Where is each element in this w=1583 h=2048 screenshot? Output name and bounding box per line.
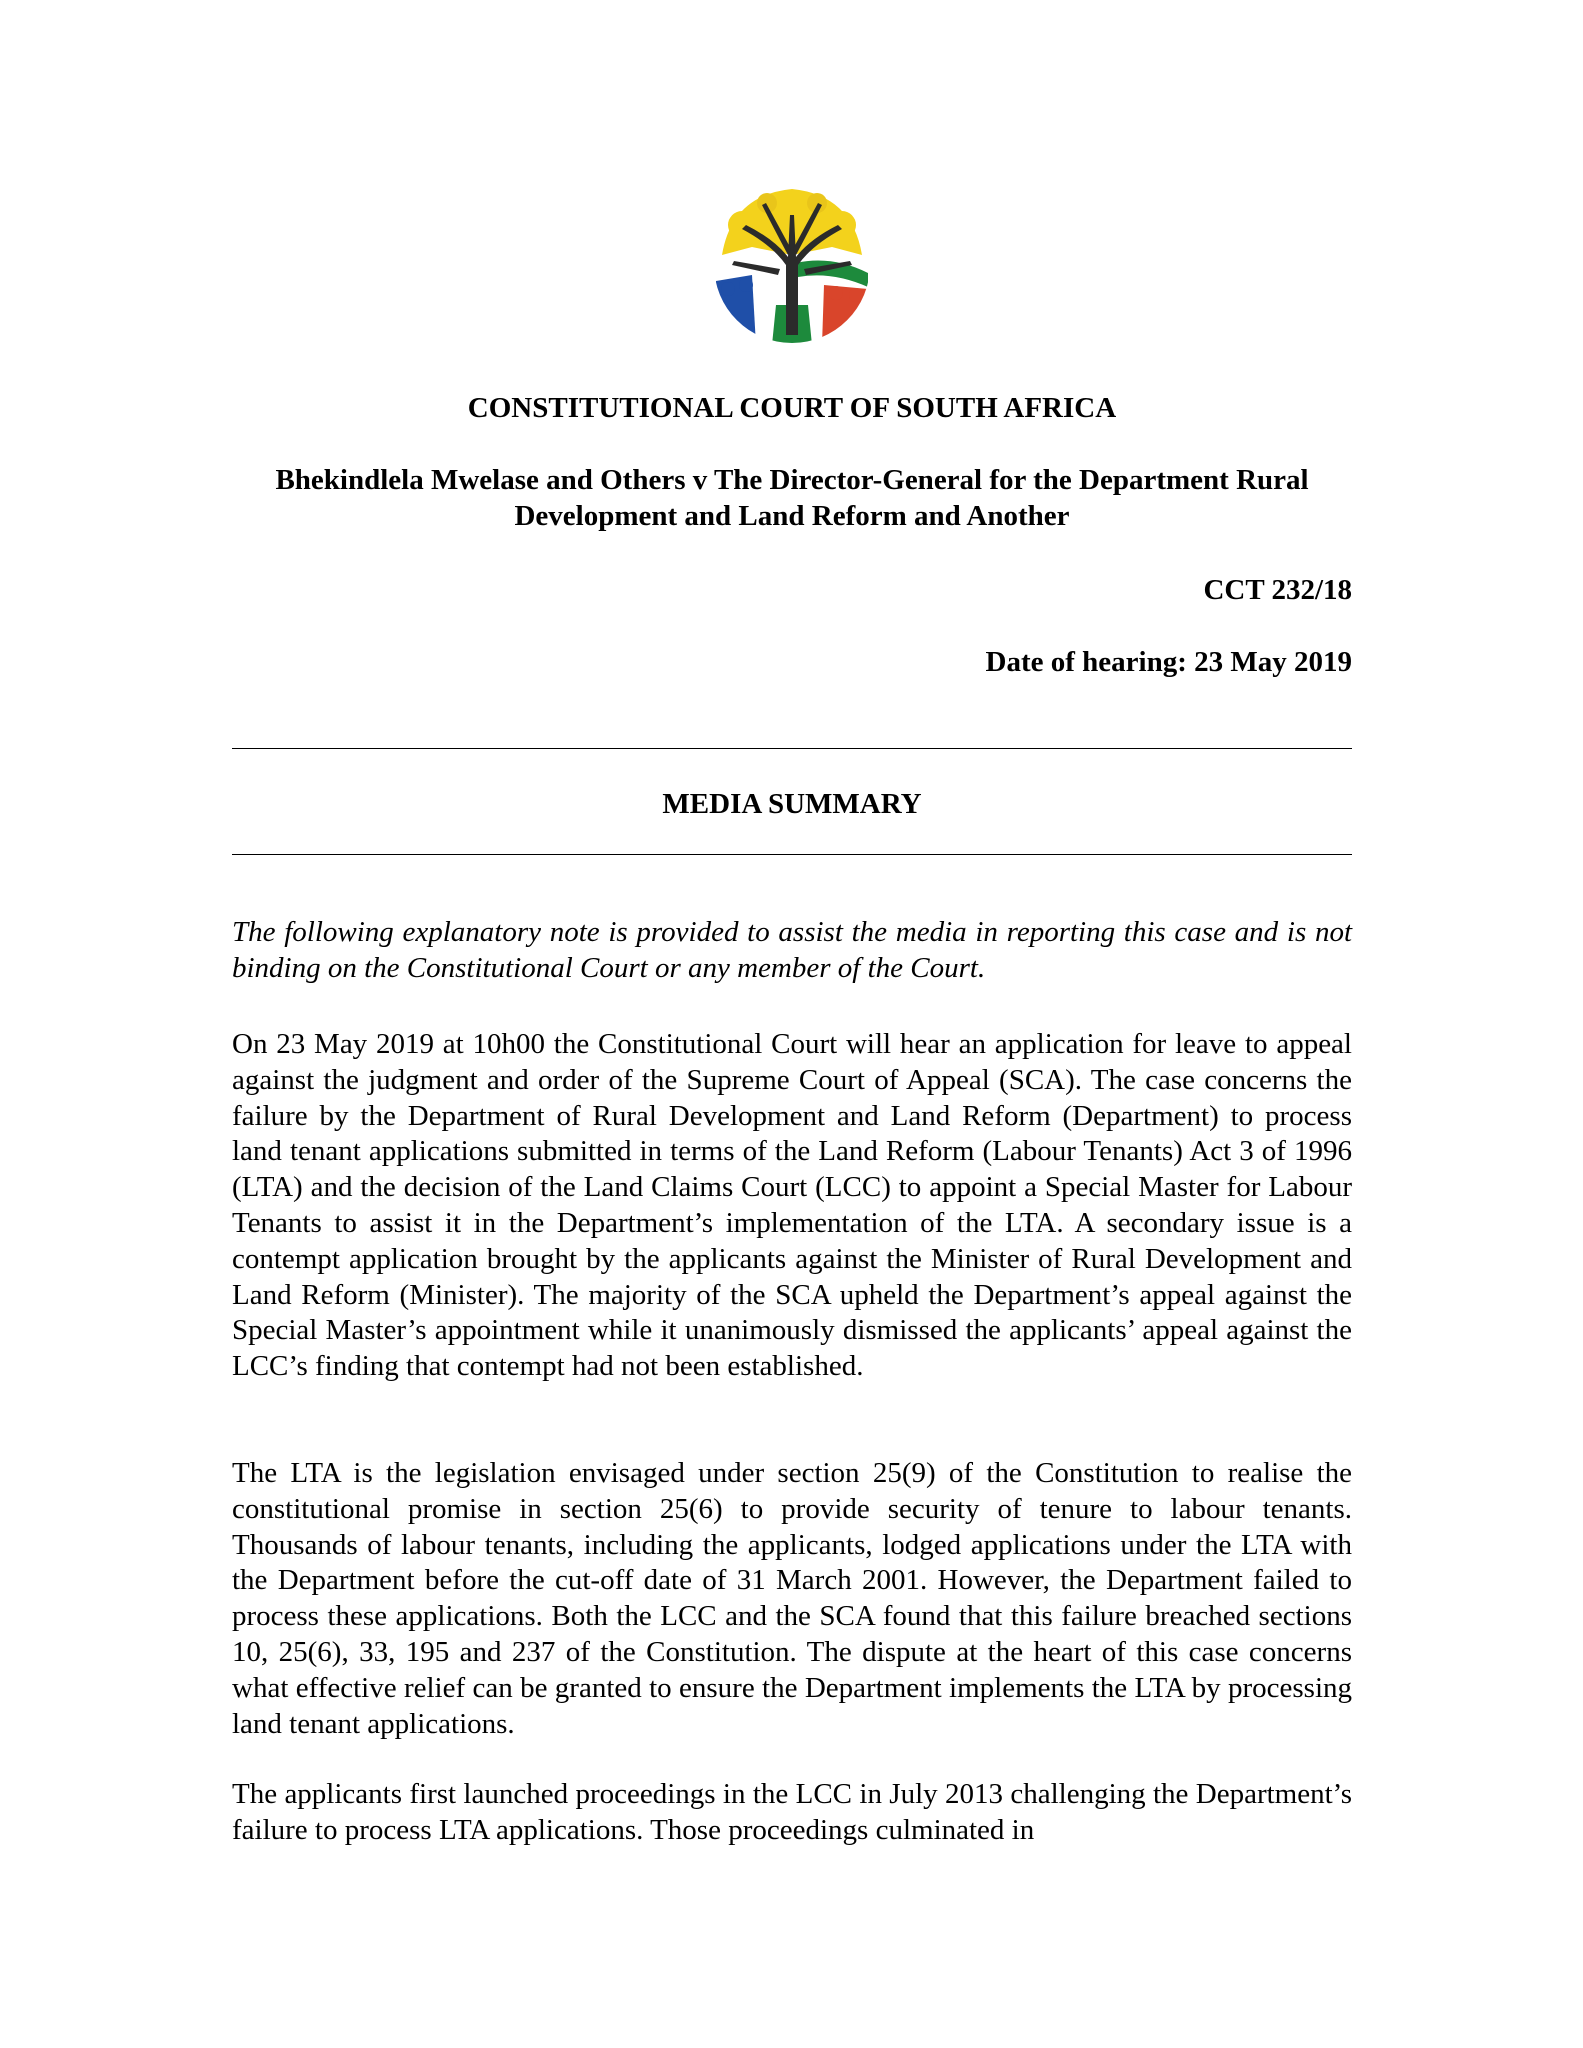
paragraph: The LTA is the legislation envisaged under section 25(9) of the Constitution to realise the constitutional promise in section 25(6) to provide security of tenure to labour tenants. Thousands of labour tenants, including the applicants, lodged applications under the LTA with the Department before the cut-off date of 31 March 2001. However, the Department failed to process these applications. Both the LCC and the SCA found that this failure breached sections 10, 25(6), 33, 195 and 237 of the Constitution. The dispute at the heart of this case concerns what effective relief can be granted to ensure the Department implements the LTA by processing land tenant applications. <box>232 1457 1352 1740</box>
paragraph-container <box>232 1777 1352 1849</box>
explanatory-note: The following explanatory note is provided to assist the media in reporting this case and is not binding on the Constitutional Court or any member of the Court. <box>232 916 1352 984</box>
paragraph: On 23 May 2019 at 10h00 the Constitutional Court will hear an application for leave to appeal against the judgment and order of the Supreme Court of Appeal (SCA). The case concerns the failure by the Department of Rural Development and Land Reform (Department) to process land tenant applications submitted in terms of the Land Reform (Labour Tenants) Act 3 of 1996 (LTA) and the decision of the Land Claims Court (LCC) to appoint a Special Master for Labour Tenants to assist it in the Department’s implementation of the LTA. A secondary issue is a contempt application brought by the applicants against the Minister of Rural Development and Land Reform (Minister). The majority of the SCA upheld the Department’s appeal against the Special Master’s appointment while it unanimously dismissed the applicants’ appeal against the LCC’s finding that contempt had not been established. <box>232 1028 1352 1383</box>
court-name: CONSTITUTIONAL COURT OF SOUTH AFRICA <box>467 392 1117 424</box>
divider-bottom <box>232 854 1352 855</box>
case-title: Bhekindlela Mwelase and Others v The Director-General for the Department Rural Development and Land Reform and Another <box>275 464 1309 532</box>
case-number: CCT 232/18 <box>1203 574 1352 606</box>
hearing-date: Date of hearing: 23 May 2019 <box>985 646 1352 678</box>
divider-top <box>232 748 1352 749</box>
section-title: MEDIA SUMMARY <box>662 788 922 820</box>
court-tree-logo-icon <box>712 185 872 345</box>
paragraph: The applicants first launched proceedings in the LCC in July 2013 challenging the Department’s failure to process LTA applications. Those proceedings culminated in <box>232 1778 1352 1846</box>
